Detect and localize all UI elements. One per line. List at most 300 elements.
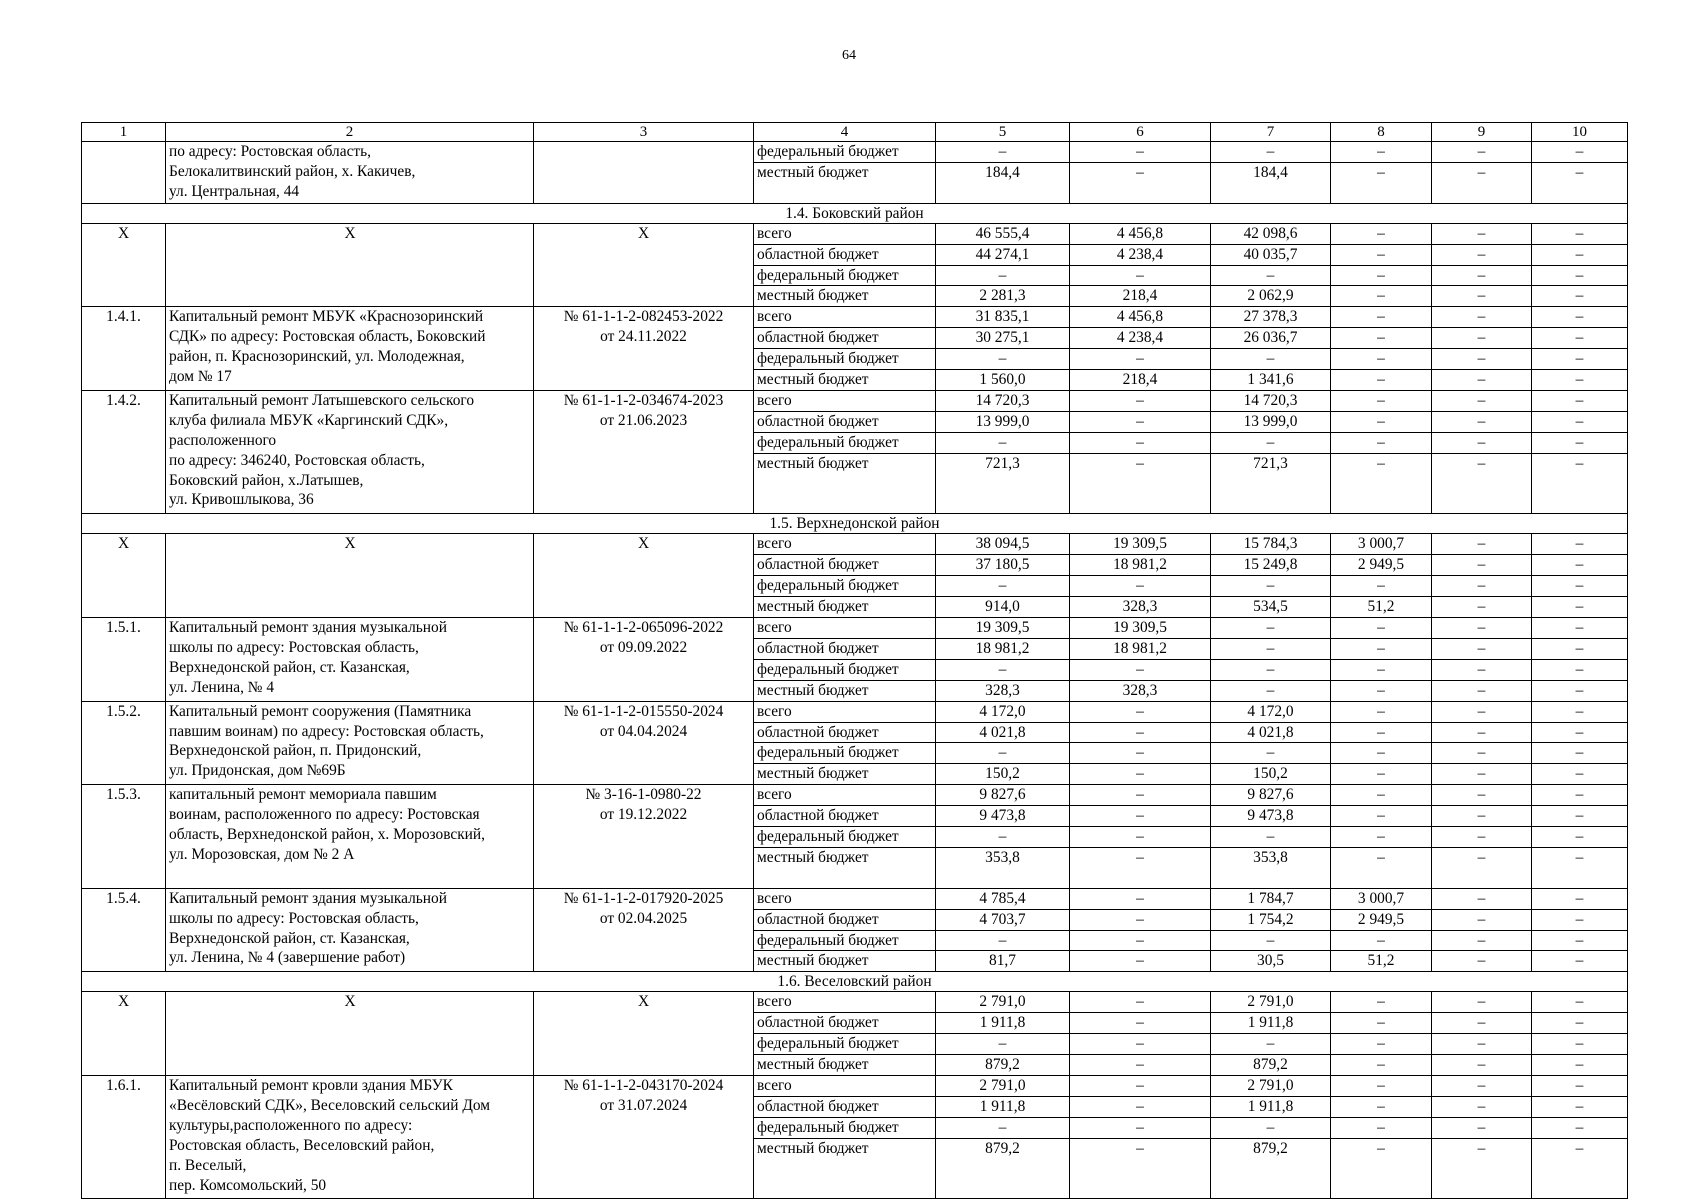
- table-row: [82, 617, 1628, 638]
- amount-cell: –: [1432, 827, 1532, 848]
- description-line: ул. Морозовская, дом № 2 А: [169, 845, 355, 863]
- funding-source: федеральный бюджет: [754, 142, 936, 163]
- amount-cell: 914,0: [936, 597, 1070, 618]
- amount-cell: 879,2: [936, 1055, 1070, 1076]
- column-number: 5: [936, 123, 1070, 142]
- amount-cell: –: [1432, 992, 1532, 1013]
- description-line: Капитальный ремонт здания музыкальной: [169, 618, 447, 636]
- amount-cell: –: [1331, 722, 1432, 743]
- amount-cell: –: [1070, 1034, 1211, 1055]
- description-line: район, п. Краснозоринский, ул. Молодежная,: [169, 348, 465, 366]
- registry-line: от 02.04.2025: [599, 909, 688, 927]
- amount-cell: 1 754,2: [1211, 909, 1331, 930]
- description-line: Ростовская область, Веселовский район,: [169, 1136, 435, 1154]
- table-row: [82, 142, 1628, 163]
- registry-line: № 61-1-1-2-015550-2024: [563, 702, 724, 720]
- section-row: [82, 203, 1628, 223]
- funding-source: всего: [754, 307, 936, 328]
- amount-cell: 218,4: [1070, 286, 1211, 307]
- registry-number: [534, 142, 754, 204]
- amount-cell: –: [1532, 1034, 1628, 1055]
- amount-cell: 4 238,4: [1070, 244, 1211, 265]
- table-row: [82, 390, 1628, 411]
- amount-cell: –: [1432, 888, 1532, 909]
- amount-cell: –: [1211, 1117, 1331, 1138]
- amount-cell: –: [1532, 951, 1628, 972]
- amount-cell: 4 456,8: [1070, 307, 1211, 328]
- column-number: 6: [1070, 123, 1211, 142]
- amount-cell: –: [1070, 432, 1211, 453]
- description-line: X: [344, 993, 356, 1011]
- funding-source: федеральный бюджет: [754, 827, 936, 848]
- funding-source: местный бюджет: [754, 847, 936, 888]
- amount-cell: –: [1331, 1138, 1432, 1199]
- amount-cell: –: [1532, 659, 1628, 680]
- section-row: [82, 514, 1628, 534]
- description-line: Капитальный ремонт сооружения (Памятника: [169, 702, 472, 720]
- amount-cell: –: [1331, 617, 1432, 638]
- amount-cell: 1 911,8: [1211, 1013, 1331, 1034]
- item-description: [166, 223, 534, 307]
- description-line: ул. Центральная, 44: [169, 182, 300, 200]
- amount-cell: –: [1331, 1096, 1432, 1117]
- amount-cell: 4 456,8: [1070, 223, 1211, 244]
- amount-cell: –: [1331, 930, 1432, 951]
- description-line: по адресу: Ростовская область,: [169, 143, 371, 160]
- amount-cell: 19 309,5: [1070, 617, 1211, 638]
- description-line: Верхнедонской район, ст. Казанская,: [169, 658, 410, 676]
- amount-cell: –: [1532, 307, 1628, 328]
- amount-cell: –: [1070, 390, 1211, 411]
- funding-source: местный бюджет: [754, 1055, 936, 1076]
- amount-cell: –: [1331, 701, 1432, 722]
- amount-cell: –: [1331, 806, 1432, 827]
- item-description: [166, 701, 534, 785]
- funding-source: федеральный бюджет: [754, 576, 936, 597]
- description-line: X: [344, 224, 356, 242]
- amount-cell: –: [1211, 265, 1331, 286]
- table-body: [82, 123, 1628, 1199]
- amount-cell: –: [1070, 349, 1211, 370]
- amount-cell: 9 473,8: [1211, 806, 1331, 827]
- item-description: [166, 307, 534, 391]
- amount-cell: –: [1432, 390, 1532, 411]
- amount-cell: –: [1211, 680, 1331, 701]
- amount-cell: 18 981,2: [1070, 555, 1211, 576]
- amount-cell: 1 784,7: [1211, 888, 1331, 909]
- amount-cell: –: [1070, 142, 1211, 163]
- amount-cell: –: [1432, 638, 1532, 659]
- amount-cell: –: [1331, 638, 1432, 659]
- amount-cell: –: [1532, 390, 1628, 411]
- amount-cell: –: [1331, 680, 1432, 701]
- amount-cell: 18 981,2: [1070, 638, 1211, 659]
- description-line: капитальный ремонт мемориала павшим: [169, 786, 437, 804]
- funding-source: местный бюджет: [754, 1138, 936, 1199]
- funding-source: всего: [754, 785, 936, 806]
- registry-line: № 61-1-1-2-065096-2022: [563, 618, 724, 636]
- amount-cell: –: [1432, 265, 1532, 286]
- amount-cell: –: [936, 1034, 1070, 1055]
- amount-cell: –: [1331, 764, 1432, 785]
- amount-cell: –: [1432, 680, 1532, 701]
- item-description: [166, 785, 534, 889]
- registry-number: [534, 534, 754, 618]
- amount-cell: –: [1432, 1138, 1532, 1199]
- amount-cell: –: [1532, 265, 1628, 286]
- amount-cell: –: [1211, 743, 1331, 764]
- amount-cell: –: [1432, 785, 1532, 806]
- amount-cell: –: [1331, 162, 1432, 203]
- amount-cell: 2 062,9: [1211, 286, 1331, 307]
- item-index: X: [82, 534, 166, 618]
- amount-cell: –: [1331, 307, 1432, 328]
- funding-source: всего: [754, 223, 936, 244]
- amount-cell: –: [1070, 806, 1211, 827]
- amount-cell: 30 275,1: [936, 328, 1070, 349]
- registry-line: № 61-1-1-2-034674-2023: [563, 391, 724, 409]
- table-row: [82, 307, 1628, 328]
- amount-cell: –: [1331, 142, 1432, 163]
- amount-cell: –: [1211, 142, 1331, 163]
- funding-source: местный бюджет: [754, 162, 936, 203]
- amount-cell: 2 281,3: [936, 286, 1070, 307]
- amount-cell: –: [1432, 951, 1532, 972]
- amount-cell: –: [1331, 432, 1432, 453]
- table-row: [82, 534, 1628, 555]
- funding-source: местный бюджет: [754, 680, 936, 701]
- registry-line: X: [637, 993, 650, 1011]
- amount-cell: 19 309,5: [1070, 534, 1211, 555]
- registry-number: [534, 992, 754, 1076]
- amount-cell: –: [1532, 576, 1628, 597]
- description-line: культуры,расположенного по адресу:: [169, 1116, 413, 1134]
- amount-cell: –: [936, 743, 1070, 764]
- amount-cell: –: [1331, 743, 1432, 764]
- amount-cell: –: [936, 142, 1070, 163]
- amount-cell: 44 274,1: [936, 244, 1070, 265]
- registry-line: от 09.09.2022: [599, 638, 688, 656]
- amount-cell: 13 999,0: [936, 411, 1070, 432]
- description-line: СДК» по адресу: Ростовская область, Боковский: [169, 328, 486, 346]
- description-line: ул. Ленина, № 4 (завершение работ): [169, 949, 406, 967]
- registry-line: X: [637, 535, 650, 553]
- amount-cell: 2 791,0: [1211, 992, 1331, 1013]
- amount-cell: 2 791,0: [936, 1076, 1070, 1097]
- amount-cell: –: [1432, 370, 1532, 391]
- funding-source: областной бюджет: [754, 806, 936, 827]
- amount-cell: –: [1432, 701, 1532, 722]
- amount-cell: –: [1432, 806, 1532, 827]
- amount-cell: 879,2: [936, 1138, 1070, 1199]
- funding-source: всего: [754, 701, 936, 722]
- amount-cell: –: [1331, 576, 1432, 597]
- amount-cell: 4 785,4: [936, 888, 1070, 909]
- amount-cell: 1 911,8: [1211, 1096, 1331, 1117]
- funding-source: всего: [754, 390, 936, 411]
- amount-cell: 9 827,6: [1211, 785, 1331, 806]
- amount-cell: –: [1432, 1117, 1532, 1138]
- amount-cell: 51,2: [1331, 951, 1432, 972]
- description-line: ул. Ленина, № 4: [169, 678, 275, 696]
- item-description: [166, 992, 534, 1076]
- registry-number: [534, 888, 754, 972]
- amount-cell: –: [1331, 1117, 1432, 1138]
- description-line: дом № 17: [169, 368, 232, 386]
- amount-cell: 40 035,7: [1211, 244, 1331, 265]
- amount-cell: –: [1532, 847, 1628, 888]
- amount-cell: –: [1532, 888, 1628, 909]
- amount-cell: –: [1070, 411, 1211, 432]
- funding-source: местный бюджет: [754, 286, 936, 307]
- amount-cell: –: [1432, 722, 1532, 743]
- description-line: школы по адресу: Ростовская область,: [169, 638, 419, 656]
- funding-source: всего: [754, 888, 936, 909]
- amount-cell: –: [1432, 328, 1532, 349]
- registry-number: [534, 223, 754, 307]
- table-row: [82, 223, 1628, 244]
- amount-cell: 4 172,0: [936, 701, 1070, 722]
- amount-cell: 1 560,0: [936, 370, 1070, 391]
- funding-source: областной бюджет: [754, 722, 936, 743]
- item-index: X: [82, 992, 166, 1076]
- registry-line: № 61-1-1-2-082453-2022: [563, 308, 724, 326]
- description-line: Боковский район, х.Латышев,: [169, 471, 364, 489]
- amount-cell: –: [936, 1117, 1070, 1138]
- amount-cell: –: [1070, 265, 1211, 286]
- amount-cell: –: [1532, 223, 1628, 244]
- description-line: по адресу: 346240, Ростовская область,: [169, 451, 425, 469]
- registry-number: [534, 1076, 754, 1199]
- amount-cell: –: [1432, 1076, 1532, 1097]
- amount-cell: 18 981,2: [936, 638, 1070, 659]
- funding-source: областной бюджет: [754, 328, 936, 349]
- amount-cell: –: [1432, 349, 1532, 370]
- funding-source: федеральный бюджет: [754, 930, 936, 951]
- amount-cell: –: [1331, 349, 1432, 370]
- column-number-row: [82, 123, 1628, 142]
- item-description: [166, 534, 534, 618]
- registry-number: [534, 701, 754, 785]
- amount-cell: –: [1532, 555, 1628, 576]
- amount-cell: –: [1532, 244, 1628, 265]
- amount-cell: –: [1432, 909, 1532, 930]
- registry-line: от 24.11.2022: [600, 328, 687, 346]
- item-index: 1.4.1.: [82, 307, 166, 391]
- funding-source: федеральный бюджет: [754, 1034, 936, 1055]
- item-index: X: [82, 223, 166, 307]
- amount-cell: –: [1432, 743, 1532, 764]
- amount-cell: –: [1331, 411, 1432, 432]
- amount-cell: 15 784,3: [1211, 534, 1331, 555]
- amount-cell: –: [1432, 534, 1532, 555]
- item-index: 1.5.4.: [82, 888, 166, 972]
- amount-cell: 328,3: [1070, 597, 1211, 618]
- amount-cell: –: [1432, 1096, 1532, 1117]
- amount-cell: –: [1331, 992, 1432, 1013]
- section-title: 1.5. Верхнедонской район: [82, 514, 1628, 534]
- amount-cell: –: [1331, 286, 1432, 307]
- amount-cell: 4 021,8: [936, 722, 1070, 743]
- amount-cell: –: [1432, 617, 1532, 638]
- amount-cell: 721,3: [1211, 453, 1331, 514]
- amount-cell: –: [1070, 847, 1211, 888]
- amount-cell: –: [1070, 722, 1211, 743]
- funding-source: федеральный бюджет: [754, 743, 936, 764]
- registry-line: от 19.12.2022: [599, 806, 688, 824]
- funding-source: областной бюджет: [754, 909, 936, 930]
- amount-cell: –: [1432, 930, 1532, 951]
- item-description: [166, 617, 534, 701]
- registry-number: [534, 785, 754, 889]
- amount-cell: –: [1070, 930, 1211, 951]
- amount-cell: –: [1331, 1034, 1432, 1055]
- amount-cell: –: [1331, 265, 1432, 286]
- amount-cell: 37 180,5: [936, 555, 1070, 576]
- amount-cell: –: [1532, 680, 1628, 701]
- funding-source: федеральный бюджет: [754, 349, 936, 370]
- amount-cell: –: [1070, 764, 1211, 785]
- amount-cell: –: [1532, 827, 1628, 848]
- amount-cell: 353,8: [1211, 847, 1331, 888]
- description-line: Капитальный ремонт МБУК «Краснозоринский: [169, 308, 484, 326]
- description-line: п. Веселый,: [169, 1156, 247, 1174]
- amount-cell: 1 911,8: [936, 1096, 1070, 1117]
- amount-cell: 42 098,6: [1211, 223, 1331, 244]
- registry-line: от 04.04.2024: [599, 722, 688, 740]
- amount-cell: –: [1532, 722, 1628, 743]
- item-index: 1.5.3.: [82, 785, 166, 889]
- amount-cell: –: [1070, 453, 1211, 514]
- amount-cell: –: [1532, 764, 1628, 785]
- amount-cell: –: [1432, 659, 1532, 680]
- description-line: Капитальный ремонт здания музыкальной: [169, 889, 447, 907]
- amount-cell: 26 036,7: [1211, 328, 1331, 349]
- amount-cell: 184,4: [936, 162, 1070, 203]
- funding-source: всего: [754, 992, 936, 1013]
- column-number: 3: [534, 123, 754, 142]
- amount-cell: –: [1532, 162, 1628, 203]
- amount-cell: –: [1211, 617, 1331, 638]
- amount-cell: –: [1532, 411, 1628, 432]
- amount-cell: 14 720,3: [936, 390, 1070, 411]
- amount-cell: 3 000,7: [1331, 534, 1432, 555]
- amount-cell: –: [1211, 930, 1331, 951]
- amount-cell: –: [1532, 142, 1628, 163]
- page-number: 64: [842, 48, 856, 63]
- item-description: [166, 390, 534, 513]
- amount-cell: –: [1070, 162, 1211, 203]
- amount-cell: –: [1532, 1117, 1628, 1138]
- description-line: Капитальный ремонт кровли здания МБУК: [169, 1077, 453, 1094]
- amount-cell: 19 309,5: [936, 617, 1070, 638]
- amount-cell: –: [1211, 349, 1331, 370]
- amount-cell: –: [1070, 659, 1211, 680]
- funding-source: федеральный бюджет: [754, 1117, 936, 1138]
- amount-cell: –: [1211, 1034, 1331, 1055]
- amount-cell: –: [1532, 1013, 1628, 1034]
- amount-cell: –: [1211, 432, 1331, 453]
- registry-number: [534, 307, 754, 391]
- registry-number: [534, 617, 754, 701]
- column-number: 4: [754, 123, 936, 142]
- amount-cell: 534,5: [1211, 597, 1331, 618]
- amount-cell: –: [1432, 764, 1532, 785]
- amount-cell: 51,2: [1331, 597, 1432, 618]
- amount-cell: –: [1532, 1055, 1628, 1076]
- amount-cell: –: [936, 349, 1070, 370]
- column-number: 2: [166, 123, 534, 142]
- amount-cell: 328,3: [936, 680, 1070, 701]
- table-row: [82, 888, 1628, 909]
- amount-cell: 4 021,8: [1211, 722, 1331, 743]
- amount-cell: –: [1331, 1055, 1432, 1076]
- amount-cell: 879,2: [1211, 1138, 1331, 1199]
- amount-cell: –: [1532, 453, 1628, 514]
- funding-source: местный бюджет: [754, 370, 936, 391]
- amount-cell: –: [1432, 411, 1532, 432]
- amount-cell: –: [1331, 847, 1432, 888]
- amount-cell: 4 703,7: [936, 909, 1070, 930]
- item-index: 1.5.1.: [82, 617, 166, 701]
- amount-cell: 81,7: [936, 951, 1070, 972]
- amount-cell: –: [1331, 453, 1432, 514]
- amount-cell: –: [1432, 286, 1532, 307]
- amount-cell: 31 835,1: [936, 307, 1070, 328]
- section-row: [82, 972, 1628, 992]
- amount-cell: –: [1070, 827, 1211, 848]
- amount-cell: –: [1532, 743, 1628, 764]
- registry-line: № 61-1-1-2-043170-2024: [563, 1077, 724, 1094]
- amount-cell: 1 911,8: [936, 1013, 1070, 1034]
- amount-cell: –: [1532, 1096, 1628, 1117]
- amount-cell: –: [936, 659, 1070, 680]
- amount-cell: –: [1331, 785, 1432, 806]
- funding-source: областной бюджет: [754, 411, 936, 432]
- amount-cell: –: [1532, 597, 1628, 618]
- amount-cell: –: [936, 432, 1070, 453]
- description-line: Верхнедонской район, п. Придонский,: [169, 742, 422, 760]
- amount-cell: –: [1432, 847, 1532, 888]
- amount-cell: 4 172,0: [1211, 701, 1331, 722]
- amount-cell: –: [1532, 930, 1628, 951]
- amount-cell: –: [1331, 370, 1432, 391]
- funding-source: федеральный бюджет: [754, 659, 936, 680]
- column-number: 1: [82, 123, 166, 142]
- amount-cell: –: [1432, 453, 1532, 514]
- amount-cell: 27 378,3: [1211, 307, 1331, 328]
- funding-source: областной бюджет: [754, 555, 936, 576]
- column-number: 7: [1211, 123, 1331, 142]
- amount-cell: –: [1331, 244, 1432, 265]
- amount-cell: –: [1532, 701, 1628, 722]
- amount-cell: –: [1432, 1055, 1532, 1076]
- amount-cell: –: [1432, 597, 1532, 618]
- amount-cell: 46 555,4: [936, 223, 1070, 244]
- funding-source: местный бюджет: [754, 764, 936, 785]
- amount-cell: –: [1532, 806, 1628, 827]
- amount-cell: 184,4: [1211, 162, 1331, 203]
- item-index: 1.6.1.: [82, 1076, 166, 1199]
- description-line: «Весёловский СДК», Веселовский сельский Дом: [169, 1096, 491, 1114]
- amount-cell: –: [1432, 1034, 1532, 1055]
- funding-source: местный бюджет: [754, 597, 936, 618]
- amount-cell: –: [1331, 1076, 1432, 1097]
- amount-cell: 9 473,8: [936, 806, 1070, 827]
- amount-cell: –: [1331, 1013, 1432, 1034]
- registry-number: [534, 390, 754, 513]
- amount-cell: 13 999,0: [1211, 411, 1331, 432]
